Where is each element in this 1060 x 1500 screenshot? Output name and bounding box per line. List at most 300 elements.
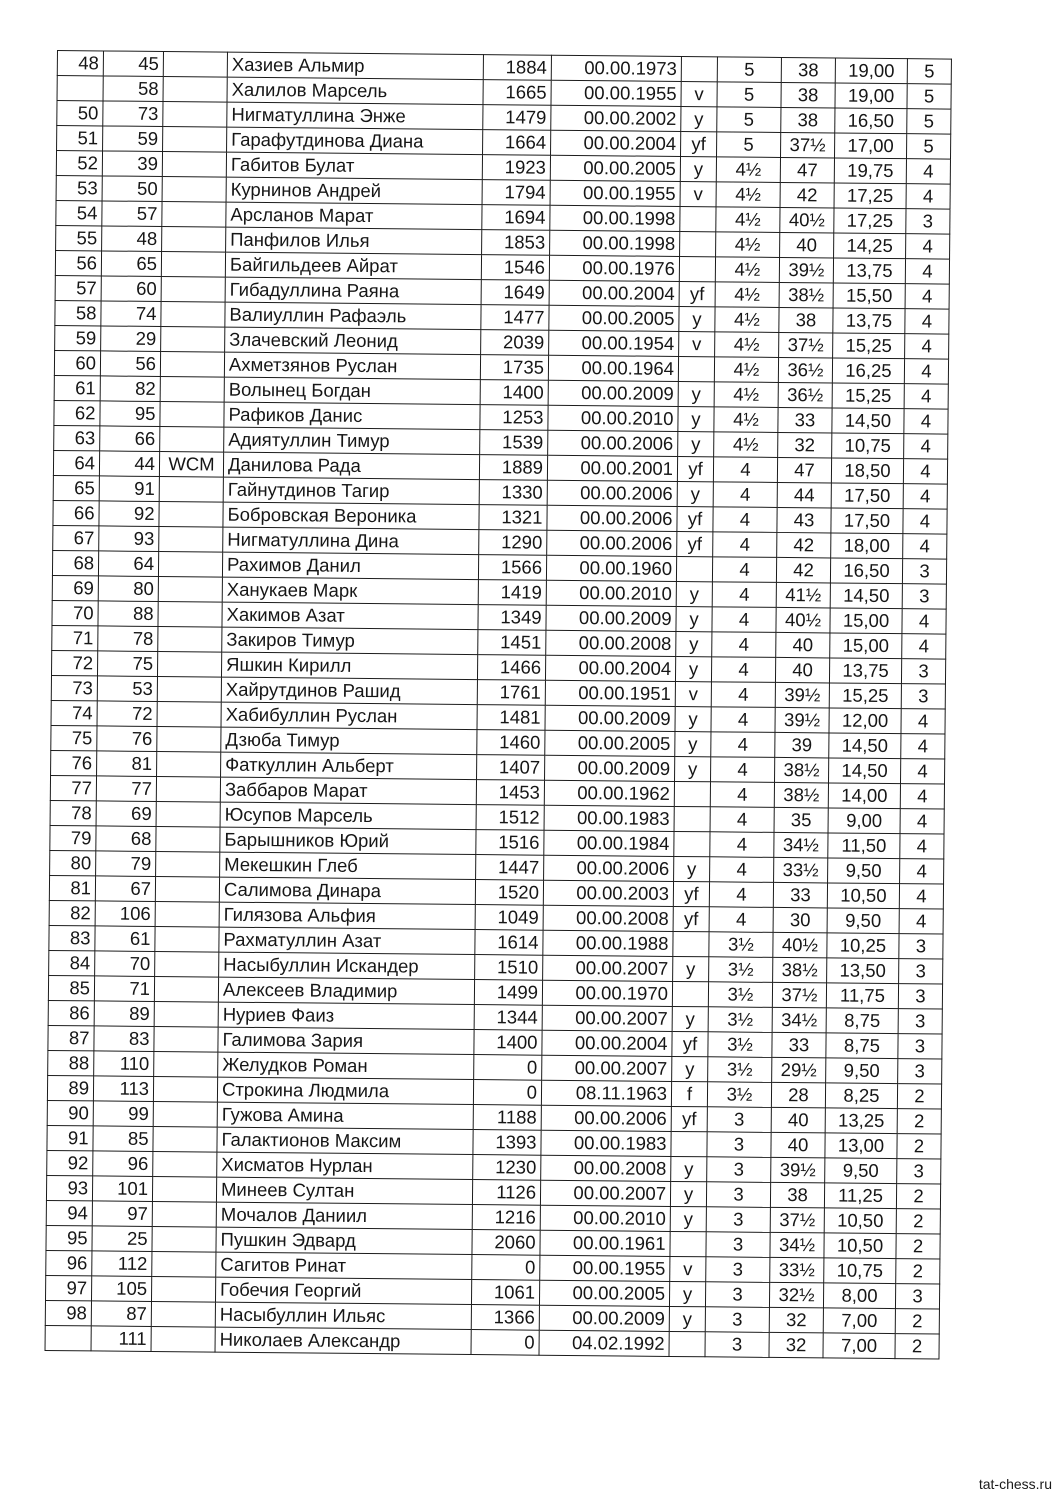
points-cell: 4 bbox=[711, 657, 775, 683]
rating-cell: 1546 bbox=[481, 255, 549, 281]
place-cell: 90 bbox=[47, 1100, 93, 1125]
title-cell bbox=[152, 1201, 216, 1227]
category-cell: y bbox=[672, 1006, 708, 1031]
category-cell: yf bbox=[677, 456, 713, 481]
player-name-cell: Злачевский Леонид bbox=[225, 327, 481, 354]
start-number-cell: 93 bbox=[99, 526, 159, 552]
title-cell bbox=[153, 1101, 217, 1127]
points-cell: 3 bbox=[706, 1232, 770, 1258]
wins-cell: 3 bbox=[895, 1284, 939, 1309]
place-cell: 78 bbox=[50, 800, 96, 825]
rating-cell: 1735 bbox=[480, 355, 548, 381]
buchholz-cell: 38½ bbox=[779, 282, 833, 308]
place-cell: 54 bbox=[56, 200, 102, 225]
place-cell: 52 bbox=[56, 151, 102, 176]
place-cell: 66 bbox=[53, 500, 99, 525]
birth-date-cell: 00.00.2001 bbox=[547, 455, 677, 481]
start-number-cell: 96 bbox=[93, 1151, 153, 1177]
birth-date-cell: 00.00.2006 bbox=[547, 530, 677, 556]
birth-date-cell: 00.00.2004 bbox=[542, 1030, 672, 1056]
place-cell: 98 bbox=[45, 1300, 91, 1325]
start-number-cell: 71 bbox=[94, 976, 154, 1002]
title-cell bbox=[161, 302, 225, 328]
wins-cell: 3 bbox=[897, 1159, 941, 1184]
birth-date-cell: 00.00.2005 bbox=[550, 155, 680, 181]
wins-cell: 4 bbox=[901, 709, 945, 734]
buchholz-cell: 42 bbox=[780, 182, 834, 208]
place-cell: 76 bbox=[51, 750, 97, 775]
berger-cell: 10,50 bbox=[827, 883, 899, 909]
buchholz-cell: 42 bbox=[776, 557, 830, 583]
berger-cell: 15,00 bbox=[830, 633, 902, 659]
points-cell: 4 bbox=[710, 782, 774, 808]
category-cell: f bbox=[671, 1081, 707, 1106]
wins-cell: 2 bbox=[896, 1209, 940, 1234]
place-cell: 88 bbox=[48, 1050, 94, 1075]
birth-date-cell: 00.00.1964 bbox=[548, 355, 678, 381]
buchholz-cell: 34½ bbox=[774, 832, 828, 858]
buchholz-cell: 36½ bbox=[778, 357, 832, 383]
start-number-cell: 92 bbox=[99, 501, 159, 527]
category-cell: yf bbox=[677, 506, 713, 531]
title-cell bbox=[153, 1076, 217, 1102]
birth-date-cell: 00.00.2006 bbox=[547, 480, 677, 506]
birth-date-cell: 00.00.2007 bbox=[542, 1055, 672, 1081]
rating-cell: 1614 bbox=[475, 930, 543, 956]
start-number-cell: 67 bbox=[95, 876, 155, 902]
place-cell: 58 bbox=[55, 300, 101, 325]
birth-date-cell: 00.00.1955 bbox=[550, 180, 680, 206]
title-cell bbox=[163, 127, 227, 153]
player-name-cell: Хакимов Азат bbox=[222, 602, 478, 629]
berger-cell: 12,00 bbox=[829, 708, 901, 734]
place-cell: 50 bbox=[57, 101, 103, 126]
birth-date-cell: 00.00.2006 bbox=[544, 855, 674, 881]
points-cell: 3 bbox=[705, 1307, 769, 1333]
wins-cell: 5 bbox=[907, 59, 951, 84]
berger-cell: 17,00 bbox=[834, 133, 906, 159]
start-number-cell: 61 bbox=[95, 926, 155, 952]
wins-cell: 2 bbox=[895, 1309, 939, 1334]
rating-cell: 1393 bbox=[473, 1130, 541, 1156]
buchholz-cell: 40 bbox=[771, 1132, 825, 1158]
points-cell: 4 bbox=[712, 632, 776, 658]
start-number-cell: 106 bbox=[95, 901, 155, 927]
points-cell: 3 bbox=[706, 1207, 770, 1233]
title-cell bbox=[156, 826, 220, 852]
title-cell bbox=[159, 527, 223, 553]
birth-date-cell: 00.00.2008 bbox=[546, 630, 676, 656]
points-cell: 4 bbox=[709, 907, 773, 933]
player-name-cell: Яшкин Кирилл bbox=[221, 652, 477, 679]
wins-cell: 3 bbox=[899, 959, 943, 984]
rating-cell: 1447 bbox=[476, 855, 544, 881]
points-cell: 4½ bbox=[714, 432, 778, 458]
start-number-cell: 80 bbox=[98, 576, 158, 602]
start-number-cell: 50 bbox=[102, 176, 162, 202]
player-name-cell: Желудков Роман bbox=[218, 1052, 474, 1079]
player-name-cell: Алексеев Владимир bbox=[218, 977, 474, 1004]
standings-body bbox=[45, 51, 951, 1360]
rating-cell: 1761 bbox=[477, 680, 545, 706]
player-name-cell: Ахметзянов Руслан bbox=[224, 352, 480, 379]
points-cell: 3½ bbox=[709, 932, 773, 958]
wins-cell: 4 bbox=[901, 734, 945, 759]
points-cell: 3½ bbox=[707, 1082, 771, 1108]
category-cell: v bbox=[681, 81, 717, 106]
category-cell: y bbox=[679, 306, 715, 331]
buchholz-cell: 38 bbox=[779, 307, 833, 333]
player-name-cell: Гобечия Георгий bbox=[215, 1277, 471, 1304]
wins-cell: 4 bbox=[899, 884, 943, 909]
player-name-cell: Мочалов Даниил bbox=[216, 1202, 472, 1229]
berger-cell: 8,25 bbox=[825, 1083, 897, 1109]
wins-cell: 4 bbox=[905, 334, 949, 359]
wins-cell: 2 bbox=[897, 1084, 941, 1109]
title-cell: WCM bbox=[159, 452, 223, 478]
title-cell bbox=[158, 601, 222, 627]
birth-date-cell: 00.00.1962 bbox=[544, 780, 674, 806]
buchholz-cell: 38 bbox=[781, 107, 835, 133]
buchholz-cell: 33 bbox=[778, 407, 832, 433]
points-cell: 4 bbox=[710, 832, 774, 858]
rating-cell: 1664 bbox=[483, 130, 551, 156]
points-cell: 4 bbox=[713, 532, 777, 558]
points-cell: 4 bbox=[711, 732, 775, 758]
rating-cell: 1665 bbox=[483, 80, 551, 106]
place-cell: 74 bbox=[51, 700, 97, 725]
title-cell bbox=[151, 1276, 215, 1302]
points-cell: 5 bbox=[717, 132, 781, 158]
wins-cell: 4 bbox=[903, 534, 947, 559]
category-cell: y bbox=[676, 606, 712, 631]
birth-date-cell: 00.00.1955 bbox=[540, 1255, 670, 1281]
start-number-cell: 66 bbox=[100, 426, 160, 452]
player-name-cell: Гайнутдинов Тагир bbox=[223, 477, 479, 504]
buchholz-cell: 38 bbox=[781, 57, 835, 83]
title-cell bbox=[160, 427, 224, 453]
player-name-cell: Панфилов Илья bbox=[226, 227, 482, 254]
category-cell: y bbox=[675, 731, 711, 756]
buchholz-cell: 35 bbox=[774, 807, 828, 833]
player-name-cell: Бобровская Вероника bbox=[223, 502, 479, 529]
birth-date-cell: 00.00.2006 bbox=[548, 430, 678, 456]
buchholz-cell: 36½ bbox=[778, 382, 832, 408]
berger-cell: 14,50 bbox=[832, 408, 904, 434]
player-name-cell: Николаев Александр bbox=[215, 1327, 471, 1354]
place-cell: 68 bbox=[52, 550, 98, 575]
player-name-cell: Насыбуллин Искандер bbox=[219, 952, 475, 979]
place-cell: 97 bbox=[45, 1275, 91, 1300]
buchholz-cell: 33½ bbox=[774, 857, 828, 883]
wins-cell: 4 bbox=[906, 159, 950, 184]
player-name-cell: Рафиков Данис bbox=[224, 402, 480, 429]
start-number-cell: 101 bbox=[92, 1176, 152, 1202]
title-cell bbox=[157, 701, 221, 727]
category-cell: y bbox=[672, 1056, 708, 1081]
place-cell: 73 bbox=[51, 675, 97, 700]
birth-date-cell: 00.00.2010 bbox=[546, 580, 676, 606]
player-name-cell: Сагитов Ринат bbox=[216, 1252, 472, 1279]
birth-date-cell: 00.00.2007 bbox=[542, 1005, 672, 1031]
wins-cell: 3 bbox=[902, 584, 946, 609]
category-cell: y bbox=[678, 381, 714, 406]
category-cell: yf bbox=[673, 906, 709, 931]
rating-cell: 1188 bbox=[473, 1105, 541, 1131]
place-cell bbox=[45, 1325, 91, 1350]
rating-cell: 1400 bbox=[480, 380, 548, 406]
wins-cell: 4 bbox=[904, 359, 948, 384]
category-cell: y bbox=[674, 856, 710, 881]
points-cell: 4½ bbox=[716, 232, 780, 258]
rating-cell: 0 bbox=[473, 1080, 541, 1106]
points-cell: 3½ bbox=[708, 1007, 772, 1033]
wins-cell: 4 bbox=[904, 384, 948, 409]
place-cell: 55 bbox=[56, 225, 102, 250]
rating-cell: 1061 bbox=[471, 1280, 539, 1306]
category-cell: y bbox=[670, 1181, 706, 1206]
wins-cell: 4 bbox=[900, 784, 944, 809]
rating-cell: 1512 bbox=[476, 805, 544, 831]
wins-cell: 4 bbox=[899, 909, 943, 934]
wins-cell: 3 bbox=[898, 1034, 942, 1059]
berger-cell: 16,50 bbox=[830, 558, 902, 584]
place-cell: 69 bbox=[52, 575, 98, 600]
birth-date-cell: 00.00.2005 bbox=[545, 730, 675, 756]
player-name-cell: Халилов Марсель bbox=[227, 77, 483, 104]
title-cell bbox=[152, 1226, 216, 1252]
start-number-cell: 105 bbox=[91, 1276, 151, 1302]
wins-cell: 5 bbox=[906, 134, 950, 159]
title-cell bbox=[158, 626, 222, 652]
start-number-cell: 76 bbox=[97, 726, 157, 752]
wins-cell: 5 bbox=[907, 109, 951, 134]
player-name-cell: Нигматуллина Энже bbox=[227, 102, 483, 129]
wins-cell: 2 bbox=[897, 1134, 941, 1159]
title-cell bbox=[157, 651, 221, 677]
wins-cell: 4 bbox=[902, 609, 946, 634]
rating-cell: 1539 bbox=[480, 430, 548, 456]
points-cell: 3½ bbox=[708, 982, 772, 1008]
category-cell: yf bbox=[673, 881, 709, 906]
player-name-cell: Нигматуллина Дина bbox=[223, 527, 479, 554]
player-name-cell: Дзюба Тимур bbox=[221, 727, 477, 754]
points-cell: 4 bbox=[713, 457, 777, 483]
start-number-cell: 78 bbox=[98, 626, 158, 652]
rating-cell: 1516 bbox=[476, 830, 544, 856]
start-number-cell: 44 bbox=[99, 451, 159, 477]
buchholz-cell: 41½ bbox=[776, 582, 830, 608]
player-name-cell: Нуриев Фаиз bbox=[218, 1002, 474, 1029]
points-cell: 4 bbox=[712, 607, 776, 633]
title-cell bbox=[153, 1126, 217, 1152]
rating-cell: 1451 bbox=[478, 630, 546, 656]
birth-date-cell: 00.00.1970 bbox=[542, 980, 672, 1006]
wins-cell: 4 bbox=[903, 459, 947, 484]
buchholz-cell: 42 bbox=[777, 532, 831, 558]
place-cell: 48 bbox=[57, 51, 103, 76]
wins-cell: 2 bbox=[896, 1184, 940, 1209]
points-cell: 4 bbox=[711, 707, 775, 733]
wins-cell: 3 bbox=[899, 934, 943, 959]
rating-cell: 1479 bbox=[483, 105, 551, 131]
points-cell: 3 bbox=[705, 1282, 769, 1308]
buchholz-cell: 33 bbox=[773, 882, 827, 908]
place-cell: 95 bbox=[46, 1225, 92, 1250]
birth-date-cell: 08.11.1963 bbox=[541, 1080, 671, 1106]
place-cell: 62 bbox=[54, 400, 100, 425]
place-cell: 80 bbox=[50, 850, 96, 875]
wins-cell: 2 bbox=[896, 1259, 940, 1284]
player-name-cell: Ханукаев Марк bbox=[222, 577, 478, 604]
title-cell bbox=[154, 1026, 218, 1052]
category-cell bbox=[679, 256, 715, 281]
start-number-cell: 81 bbox=[97, 751, 157, 777]
berger-cell: 10,75 bbox=[832, 433, 904, 459]
start-number-cell: 45 bbox=[103, 51, 163, 77]
buchholz-cell: 47 bbox=[780, 157, 834, 183]
points-cell: 4½ bbox=[714, 357, 778, 383]
start-number-cell: 59 bbox=[103, 126, 163, 152]
wins-cell: 4 bbox=[906, 184, 950, 209]
birth-date-cell: 00.00.1961 bbox=[540, 1230, 670, 1256]
player-name-cell: Мекешкин Глеб bbox=[220, 852, 476, 879]
berger-cell: 17,50 bbox=[831, 483, 903, 509]
rating-cell: 1566 bbox=[478, 555, 546, 581]
title-cell bbox=[158, 551, 222, 577]
buchholz-cell: 38 bbox=[770, 1182, 824, 1208]
start-number-cell: 72 bbox=[97, 701, 157, 727]
title-cell bbox=[162, 177, 226, 203]
place-cell: 61 bbox=[54, 375, 100, 400]
buchholz-cell: 38 bbox=[781, 82, 835, 108]
buchholz-cell: 40 bbox=[775, 657, 829, 683]
start-number-cell: 56 bbox=[100, 351, 160, 377]
buchholz-cell: 32 bbox=[769, 1307, 823, 1333]
start-number-cell: 95 bbox=[100, 401, 160, 427]
berger-cell: 9,50 bbox=[825, 1158, 897, 1184]
player-name-cell: Волынец Богдан bbox=[224, 377, 480, 404]
rating-cell: 1884 bbox=[483, 55, 551, 81]
rating-cell: 1481 bbox=[477, 705, 545, 731]
berger-cell: 10,75 bbox=[824, 1258, 896, 1284]
birth-date-cell: 00.00.2010 bbox=[540, 1205, 670, 1231]
berger-cell: 19,00 bbox=[835, 83, 907, 109]
birth-date-cell: 00.00.1955 bbox=[551, 80, 681, 106]
points-cell: 4 bbox=[710, 857, 774, 883]
category-cell: yf bbox=[677, 531, 713, 556]
buchholz-cell: 40½ bbox=[780, 207, 834, 233]
wins-cell: 3 bbox=[906, 209, 950, 234]
category-cell: v bbox=[670, 1256, 706, 1281]
place-cell: 85 bbox=[48, 975, 94, 1000]
points-cell: 3½ bbox=[708, 1057, 772, 1083]
title-cell bbox=[160, 402, 224, 428]
berger-cell: 17,25 bbox=[834, 208, 906, 234]
place-cell: 75 bbox=[51, 725, 97, 750]
points-cell: 4 bbox=[712, 582, 776, 608]
title-cell bbox=[162, 202, 226, 228]
category-cell: y bbox=[675, 706, 711, 731]
place-cell: 72 bbox=[51, 650, 97, 675]
player-name-cell: Хабибуллин Руслан bbox=[221, 702, 477, 729]
wins-cell: 2 bbox=[895, 1334, 939, 1359]
title-cell bbox=[163, 77, 227, 103]
points-cell: 4½ bbox=[716, 207, 780, 233]
start-number-cell: 74 bbox=[101, 301, 161, 327]
berger-cell: 11,25 bbox=[824, 1183, 896, 1209]
birth-date-cell: 00.00.2008 bbox=[541, 1155, 671, 1181]
berger-cell: 15,25 bbox=[832, 383, 904, 409]
player-name-cell: Байгильдеев Айрат bbox=[225, 252, 481, 279]
place-cell: 59 bbox=[55, 325, 101, 350]
player-name-cell: Хазиев Альмир bbox=[227, 52, 483, 79]
start-number-cell: 99 bbox=[93, 1101, 153, 1127]
category-cell: v bbox=[680, 181, 716, 206]
buchholz-cell: 37½ bbox=[781, 132, 835, 158]
category-cell: y bbox=[678, 406, 714, 431]
buchholz-cell: 40 bbox=[771, 1107, 825, 1133]
points-cell: 4½ bbox=[716, 182, 780, 208]
buchholz-cell: 29½ bbox=[772, 1057, 826, 1083]
points-cell: 4½ bbox=[714, 382, 778, 408]
start-number-cell: 77 bbox=[96, 776, 156, 802]
berger-cell: 18,00 bbox=[831, 533, 903, 559]
place-cell: 56 bbox=[55, 250, 101, 275]
rating-cell: 1216 bbox=[472, 1205, 540, 1231]
points-cell: 4½ bbox=[715, 332, 779, 358]
category-cell bbox=[674, 781, 710, 806]
place-cell: 51 bbox=[57, 126, 103, 151]
place-cell: 53 bbox=[56, 175, 102, 200]
wins-cell: 3 bbox=[898, 1009, 942, 1034]
birth-date-cell: 00.00.2005 bbox=[549, 305, 679, 331]
birth-date-cell: 00.00.2007 bbox=[540, 1180, 670, 1206]
rating-cell: 1407 bbox=[477, 755, 545, 781]
start-number-cell: 57 bbox=[102, 201, 162, 227]
standings-table bbox=[45, 50, 952, 1360]
berger-cell: 8,00 bbox=[823, 1283, 895, 1309]
title-cell bbox=[155, 951, 219, 977]
rating-cell: 1694 bbox=[482, 205, 550, 231]
player-name-cell: Гилязова Альфия bbox=[219, 902, 475, 929]
title-cell bbox=[160, 352, 224, 378]
wins-cell: 4 bbox=[900, 834, 944, 859]
points-cell: 4 bbox=[711, 682, 775, 708]
place-cell: 79 bbox=[50, 825, 96, 850]
rating-cell: 1510 bbox=[475, 955, 543, 981]
category-cell bbox=[673, 931, 709, 956]
place-cell: 82 bbox=[49, 900, 95, 925]
wins-cell: 3 bbox=[901, 684, 945, 709]
wins-cell: 2 bbox=[896, 1234, 940, 1259]
buchholz-cell: 40 bbox=[780, 232, 834, 258]
birth-date-cell: 00.00.1954 bbox=[549, 330, 679, 356]
buchholz-cell: 38½ bbox=[775, 757, 829, 783]
wins-cell: 4 bbox=[905, 259, 949, 284]
berger-cell: 14,50 bbox=[828, 758, 900, 784]
title-cell bbox=[162, 152, 226, 178]
birth-date-cell: 00.00.1973 bbox=[551, 55, 681, 81]
category-cell bbox=[676, 556, 712, 581]
player-name-cell: Галактионов Максим bbox=[217, 1127, 473, 1154]
points-cell: 5 bbox=[717, 107, 781, 133]
category-cell: y bbox=[675, 656, 711, 681]
points-cell: 4 bbox=[711, 757, 775, 783]
start-number-cell: 53 bbox=[97, 676, 157, 702]
points-cell: 4 bbox=[709, 882, 773, 908]
rating-cell: 1794 bbox=[482, 180, 550, 206]
